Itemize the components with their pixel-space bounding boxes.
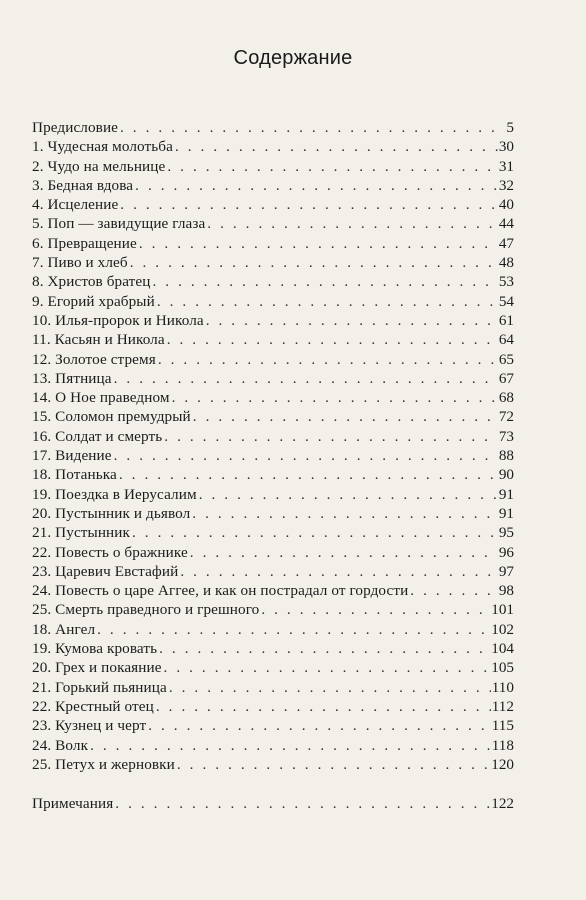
toc-entry-page: 31 xyxy=(498,157,514,175)
leader-dots xyxy=(97,620,490,639)
toc-entry xyxy=(32,272,514,291)
leader-dots xyxy=(192,504,498,523)
toc-entry-page: 72 xyxy=(498,408,514,426)
toc-entry xyxy=(32,137,514,156)
toc-entry-label: 17. Видение xyxy=(32,447,112,465)
toc-entry-page: 32 xyxy=(498,176,514,194)
toc-entry-notes xyxy=(32,794,514,813)
leader-dots xyxy=(120,118,505,137)
toc-entry-label: 22. Крестный отец xyxy=(32,697,154,715)
toc-entry-page: 102 xyxy=(491,620,514,638)
toc-entry xyxy=(32,658,514,677)
leader-dots xyxy=(132,523,498,542)
toc-entry-label: 24. Повесть о царе Аггее, и как он пострадал от гордости xyxy=(32,582,409,600)
toc-entry xyxy=(32,214,514,233)
toc-entry xyxy=(32,600,514,619)
leader-dots xyxy=(135,176,498,195)
toc-entry-page: 47 xyxy=(498,234,514,252)
leader-dots xyxy=(164,658,491,677)
leader-dots xyxy=(148,716,491,735)
toc-entry-label: 24. Волк xyxy=(32,736,89,754)
leader-dots xyxy=(169,678,491,697)
toc-entry-page: 53 xyxy=(498,273,514,291)
toc-entry xyxy=(32,195,514,214)
toc-entry-label: 2. Чудо на мельнице xyxy=(32,157,166,175)
toc-entry-label: Примечания xyxy=(32,795,114,813)
toc-entry-label: 10. Илья-пророк и Никола xyxy=(32,311,204,329)
toc-entry-label: 25. Смерть праведного и грешного xyxy=(32,601,260,619)
toc-entry xyxy=(32,350,514,369)
toc-entry-page: 115 xyxy=(491,717,514,735)
leader-dots xyxy=(114,369,498,388)
toc-entry xyxy=(32,234,514,253)
table-of-contents xyxy=(32,118,514,813)
toc-entry-label: 23. Кузнец и черт xyxy=(32,717,147,735)
toc-entry-page: 48 xyxy=(498,254,514,272)
toc-entry xyxy=(32,562,514,581)
toc-entry-label: 25. Петух и жерновки xyxy=(32,755,175,773)
toc-entry xyxy=(32,292,514,311)
leader-dots xyxy=(139,234,498,253)
toc-entry-page: 65 xyxy=(498,350,514,368)
leader-dots xyxy=(115,794,490,813)
toc-entry-label: 7. Пиво и хлеб xyxy=(32,254,128,272)
toc-entry xyxy=(32,485,514,504)
leader-dots xyxy=(159,639,490,658)
toc-entry-page: 5 xyxy=(506,119,514,136)
leader-dots xyxy=(130,253,498,272)
leader-dots xyxy=(153,272,498,291)
leader-dots xyxy=(164,427,498,446)
toc-entry-label: Предисловие xyxy=(32,119,119,136)
leader-dots xyxy=(172,388,498,407)
toc-entry-page: 96 xyxy=(498,543,514,561)
toc-entry xyxy=(32,716,514,735)
toc-entry xyxy=(32,678,514,697)
toc-entry-label: 18. Ангел xyxy=(32,620,96,638)
toc-entry-label: 21. Пустынник xyxy=(32,524,130,542)
toc-entry-page: 30 xyxy=(498,138,514,156)
leader-dots xyxy=(410,581,498,600)
leader-dots xyxy=(90,736,491,755)
toc-entry-page: 61 xyxy=(498,311,514,329)
toc-entry-page: 95 xyxy=(498,524,514,542)
leader-dots xyxy=(193,407,498,426)
toc-entry xyxy=(32,446,514,465)
toc-entry-label: 4. Исцеление xyxy=(32,196,119,214)
toc-entry xyxy=(32,407,514,426)
toc-entry-label: 8. Христов братец xyxy=(32,273,151,291)
toc-entry xyxy=(32,697,514,716)
leader-dots xyxy=(180,562,497,581)
toc-entry-page: 104 xyxy=(491,640,514,658)
toc-entry-page: 54 xyxy=(498,292,514,310)
toc-entry xyxy=(32,639,514,658)
toc-entry xyxy=(32,369,514,388)
toc-entry xyxy=(32,523,514,542)
toc-entry-label: 13. Пятница xyxy=(32,369,112,387)
toc-entry-page: 67 xyxy=(498,369,514,387)
toc-entry-page: 40 xyxy=(498,196,514,214)
section-gap xyxy=(32,774,514,794)
leader-dots xyxy=(261,600,490,619)
toc-entry-label: 22. Повесть о бражнике xyxy=(32,543,188,561)
leader-dots xyxy=(177,755,490,774)
toc-entry xyxy=(32,543,514,562)
toc-entry-page: 112 xyxy=(491,697,514,715)
toc-entry-label: 19. Кумова кровать xyxy=(32,640,158,658)
toc-entry-label: 20. Грех и покаяние xyxy=(32,659,162,677)
toc-entry xyxy=(32,118,514,137)
toc-entry-page: 64 xyxy=(498,331,514,349)
leader-dots xyxy=(207,214,498,233)
toc-entry-label: 14. О Ное праведном xyxy=(32,389,170,407)
toc-entry xyxy=(32,330,514,349)
toc-entry xyxy=(32,157,514,176)
leader-dots xyxy=(114,446,498,465)
toc-entry xyxy=(32,311,514,330)
leader-dots xyxy=(157,292,498,311)
leader-dots xyxy=(175,137,498,156)
toc-entry xyxy=(32,176,514,195)
toc-entry-page: 68 xyxy=(498,389,514,407)
leader-dots xyxy=(158,350,498,369)
toc-entry-page: 97 xyxy=(498,562,514,580)
toc-entry-label: 3. Бедная вдова xyxy=(32,176,134,194)
toc-entry xyxy=(32,504,514,523)
toc-entry-label: 9. Егорий храбрый xyxy=(32,292,155,310)
toc-entry-page: 122 xyxy=(491,795,514,813)
toc-entry-label: 18. Потанька xyxy=(32,466,117,484)
toc-entry-page: 90 xyxy=(498,466,514,484)
leader-dots xyxy=(167,157,497,176)
toc-entry-label: 19. Поездка в Иерусалим xyxy=(32,485,197,503)
toc-entry-page: 73 xyxy=(498,427,514,445)
leader-dots xyxy=(156,697,491,716)
toc-entry-page: 98 xyxy=(498,582,514,600)
toc-entry xyxy=(32,388,514,407)
toc-entry-page: 120 xyxy=(491,755,514,773)
toc-entry-label: 16. Солдат и смерть xyxy=(32,427,163,445)
toc-entry-label: 23. Царевич Евстафий xyxy=(32,562,179,580)
toc-entry-label: 1. Чудесная молотьба xyxy=(32,138,173,156)
toc-entry-page: 101 xyxy=(491,601,514,619)
toc-entry xyxy=(32,736,514,755)
leader-dots xyxy=(190,543,498,562)
leader-dots xyxy=(206,311,498,330)
toc-entry-label: 6. Превращение xyxy=(32,234,137,252)
toc-entry-label: 11. Касьян и Никола xyxy=(32,331,165,349)
leader-dots xyxy=(120,195,498,214)
toc-entry-page: 91 xyxy=(498,485,514,503)
page-title: Содержание xyxy=(233,47,353,69)
toc-entry-label: 15. Соломон премудрый xyxy=(32,408,191,426)
leader-dots xyxy=(119,465,498,484)
toc-entry xyxy=(32,581,514,600)
toc-entry-label: 5. Поп — завидущие глаза xyxy=(32,215,206,233)
toc-entry-page: 91 xyxy=(498,504,514,522)
toc-entry-page: 118 xyxy=(491,736,514,754)
toc-entry xyxy=(32,755,514,774)
toc-entry-page: 110 xyxy=(491,678,514,696)
toc-entry-label: 12. Золотое стремя xyxy=(32,350,156,368)
toc-entry-label: 20. Пустынник и дьявол xyxy=(32,504,191,522)
toc-entry-page: 88 xyxy=(498,447,514,465)
leader-dots xyxy=(167,330,498,349)
toc-entry xyxy=(32,253,514,272)
toc-entry-page: 105 xyxy=(491,659,514,677)
leader-dots xyxy=(199,485,498,504)
toc-entry-page: 44 xyxy=(498,215,514,233)
toc-entry xyxy=(32,620,514,639)
toc-entry xyxy=(32,427,514,446)
toc-entry-label: 21. Горький пьяница xyxy=(32,678,167,696)
toc-entry xyxy=(32,465,514,484)
